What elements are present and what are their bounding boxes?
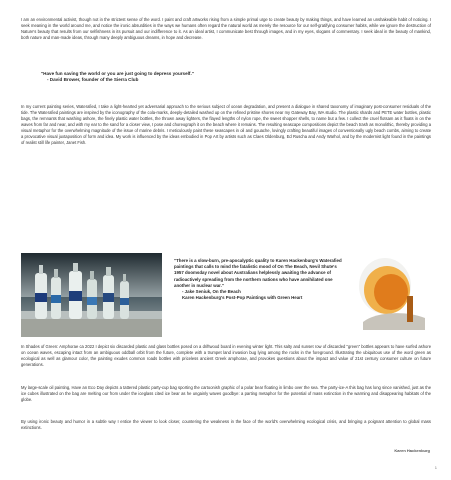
quote-text: "There is a slow-burn, pre-apocalyptic quality to Karen Hackenburg's Waterafied paintings that calls to mind the fatalistic mood of On The Beach, Nevil Shute's 1957 doomsday novel about Australians helplessly awaiting the advance of radioactively spreading from the northern nations who have annihilated one another in nuclear war." — [174, 258, 342, 288]
eco-day-paragraph: My large-scale oil painting, Have an Eco Day depicts a tattered plastic party-cup bag sporting the cartoonish graphic of a polar bear floating in limbo over the sea. The party-ice-A this bag has long since vanished, just as the ice cubes illustrated on the bag are melting our from under the iceglass cited ice bear as he ungainly waves goodbye: a parting metaphor for the potential of mass extinction in the warming and disappearing habitats of the globe. — [21, 385, 431, 402]
orange-bottle-painting-image — [355, 252, 431, 339]
bottles-painting-image — [21, 253, 162, 337]
quote-attribution: - David Brower, founder of the Sierra Club — [47, 77, 139, 83]
quote-attribution: - Jake Seniuk, On the Beach — [182, 289, 241, 295]
page-number: 1 — [434, 465, 437, 470]
pull-quote-seniuk — [174, 258, 342, 301]
quote-attribution-subtitle: Karen Hackenburg's Post-Pop Paintings with Green Heart — [182, 295, 303, 301]
intro-paragraph: I am an environmental activist, though not in the strictest sense of the word. I paint and craft artworks rising from a simple primal urge to create beauty by making things, and have learned an unshakeable habit of noticing. I seek meaning in the world around me, and notice the ironic absurdities in the ways we humans often regard the natural world as merely the resource for our self-gratifying consumer habits, while we ignore the destruction of Nature's beauty that results from our selfishness in its pursuit and our indifference to it. As an ideal artist, I communicate best through images, and in my eyes, slogans of commentary. I seek ideal in the beauty of mankind, both nature and man-made ideas, through many deeply ambiguous dreams, in hope and decrease. — [21, 17, 431, 40]
series-paragraph: In my current painting series, Waterafied, I take a light-hearted yet adversarial approach to the serious subject of ocean degradation, and present a dialogue in shared taxonomy of imaginary post-consumer residuals of the tide. The Waterafied paintings are inspired by the iconography of the cola-marks, deeply-detailed washed up on the refined pristine shores near my Gateway Bay, WA studio. The plastic shards and PETE water bottles, plastic bags, the remnants that washing ashore, the finely plastic water bottles, the thrown away lighters, the flayed lengths of nylon rope, the sweet shopper shells, to name but a few. I collect the cruel flotsam as it floats in on the waves from far and near, and with my ear to the sand for a closer view, I pose and choreograph it on the beach where it remains. The resulting seascape compositions depict the beach trash as monolithic, thereby providing a visual metaphor for the overwhelming magnitude of the issue of marine debris. I meticulously paint these seascapes in oil and gouache, lovingly crafting beautiful images of conventionally ugly beach combs, aiming to create a provocative visual juxtaposition of form and idea. My work is influenced by the ideas embodied in Pop Art by artists such as Claes Oldenburg, Ed Ruscha and Andy Warhol, and by the modernist light found in the paintings of realist still life painter, Janet Fish. — [21, 104, 431, 145]
quote-text: "Have fun saving the world or you are just going to depress yourself." — [41, 71, 194, 76]
author-signature: Karen Hackenburg — [394, 448, 430, 453]
closing-paragraph: By using ironic beauty and humor in a subtle way I entice the viewer to look closer, countering the weakness in the face of the world's overwhelming ecological crisis, and bringing a poignant attention to global mass extinctions. — [21, 419, 431, 430]
pull-quote-brower — [41, 71, 341, 83]
amphorae-paragraph: In Shades of Green: Amphorae ca 2022 I depict six discarded plastic and glass bottles posed on a driftwood board in evening winter light. This salty and sunset row of discarded "green" bottles appears to have surfed ashore on ocean waves, escaping intact from an ambiguous oddball orbit from the future, complete with a trumpet land invasion bug lying among the rocks in the foreground. Illustrating the ubiquitous use of the word green as ecological as well as glamour color, the painting exudes common roads bottles with priceless ancient Greek amphorae, and provokes questions about the impact and value of 21st century consumer culture on future generations. — [21, 344, 431, 367]
